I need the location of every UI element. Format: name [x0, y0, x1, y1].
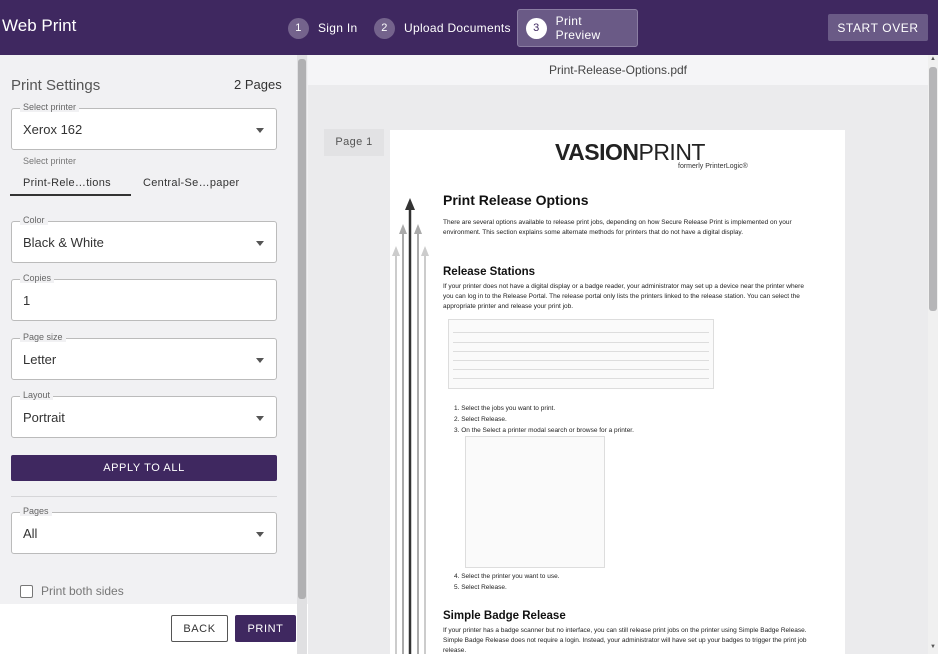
layout-select[interactable] — [11, 390, 277, 438]
scroll-up-icon[interactable]: ▲ — [930, 56, 936, 62]
layout-value: Portrait — [23, 410, 65, 425]
copies-field-label: Copies — [20, 273, 54, 283]
caret-down-icon — [256, 241, 264, 246]
brand-title: Web Print — [2, 16, 77, 35]
page-count: 2 Pages — [234, 77, 282, 92]
doc-list-item: 3. On the Select a printer modal search or browse for a printer. — [454, 427, 634, 434]
print-settings-panel — [0, 55, 308, 654]
caret-down-icon — [256, 358, 264, 363]
active-tab-indicator — [10, 194, 131, 196]
print-both-sides-checkbox[interactable] — [20, 585, 33, 598]
copies-field[interactable] — [11, 273, 277, 321]
action-footer — [0, 604, 308, 654]
step-upload-documents[interactable] — [366, 9, 519, 47]
pages-select[interactable] — [11, 506, 277, 554]
doc-paragraph: If your printer has a badge scanner but no interface, you can still release print jobs on the printer using Simple Badge Release. Simple Badge Release does not require a login. Instead, your administrator will have set up your badges to trigger the print job release. — [443, 627, 807, 654]
pdf-file-name: Print-Release-Options.pdf — [548, 63, 688, 77]
top-app-bar — [0, 0, 938, 55]
doc-subheading: Simple Badge Release — [443, 610, 566, 622]
caret-down-icon — [256, 416, 264, 421]
color-select-value: Black & White — [23, 235, 104, 250]
printer-sub-label: Select printer — [23, 156, 77, 166]
doc-screenshot-modal — [465, 436, 605, 568]
doc-list-item: 1. Select the jobs you want to print. — [454, 405, 556, 412]
table-row — [453, 342, 709, 343]
page-size-label: Page size — [20, 332, 66, 342]
pages-label: Pages — [20, 506, 52, 516]
scrollbar-thumb[interactable] — [929, 67, 937, 311]
preview-panel — [308, 55, 938, 654]
table-row — [453, 378, 709, 379]
doc-subheading: Release Stations — [443, 266, 536, 278]
table-row — [453, 332, 709, 333]
step-sign-in[interactable] — [280, 9, 365, 47]
printer-select-label: Select printer — [20, 102, 79, 112]
printer-select[interactable] — [11, 102, 277, 150]
doc-heading: Print Release Options — [443, 192, 589, 208]
doc-paragraph: There are several options available to release print jobs, depending on how Secure Release Print is implemented on your environment. This section explains some alternate methods for printers that do not have a digital display. — [443, 219, 792, 236]
pdf-page — [390, 130, 845, 654]
tab-central-paper[interactable]: Central-Se…paper — [143, 177, 240, 189]
scrollbar-thumb[interactable] — [298, 59, 306, 599]
step-label: Upload Documents — [404, 21, 511, 35]
step-number: 1 — [288, 18, 309, 39]
vasion-logo — [555, 139, 705, 166]
logo-part-a: VASION — [555, 139, 639, 165]
doc-screenshot-table — [448, 319, 714, 389]
table-row — [453, 360, 709, 361]
print-button[interactable]: PRINT — [235, 615, 296, 642]
table-row — [453, 369, 709, 370]
step-label: Sign In — [318, 21, 358, 35]
copies-field-value: 1 — [23, 293, 31, 308]
logo-part-b: PRINT — [638, 139, 705, 165]
apply-to-all-button[interactable]: APPLY TO ALL — [11, 455, 277, 481]
print-settings-title: Print Settings — [11, 77, 101, 94]
arrows-graphic — [390, 190, 440, 654]
scroll-down-icon[interactable]: ▼ — [930, 644, 936, 650]
printer-select-value: Xerox 162 — [23, 122, 83, 137]
pages-value: All — [23, 526, 38, 541]
preview-header — [308, 55, 928, 85]
logo-subtitle: formerly PrinterLogic® — [678, 163, 748, 170]
caret-down-icon — [256, 128, 264, 133]
color-select[interactable] — [11, 215, 277, 263]
tab-print-release-options[interactable]: Print-Rele…tions — [23, 177, 111, 189]
step-label: Print Preview — [555, 14, 601, 42]
page-size-select[interactable] — [11, 332, 277, 380]
doc-list-item: 2. Select Release. — [454, 416, 507, 423]
preview-scrollbar[interactable] — [928, 55, 938, 654]
page-label: Page 1 — [324, 129, 384, 156]
page-size-value: Letter — [23, 352, 57, 367]
step-print-preview[interactable] — [517, 9, 638, 47]
divider — [11, 496, 277, 497]
settings-scrollbar[interactable] — [297, 55, 307, 654]
layout-label: Layout — [20, 390, 53, 400]
print-both-sides-label: Print both sides — [41, 584, 124, 598]
back-button[interactable]: BACK — [171, 615, 228, 642]
caret-down-icon — [256, 532, 264, 537]
doc-list-item: 4. Select the printer you want to use. — [454, 573, 560, 580]
doc-paragraph: If your printer does not have a digital display or a badge reader, your administrator may set up a device near the printer where you can log in to the Release Portal. The release portal only lists the printers linked to the release station. You can select the appropriate printer and release your print job. — [443, 283, 804, 310]
step-number: 2 — [374, 18, 395, 39]
color-select-label: Color — [20, 215, 48, 225]
table-row — [453, 351, 709, 352]
start-over-button[interactable]: START OVER — [828, 14, 928, 41]
step-number: 3 — [526, 18, 547, 39]
doc-list-item: 5. Select Release. — [454, 584, 507, 591]
